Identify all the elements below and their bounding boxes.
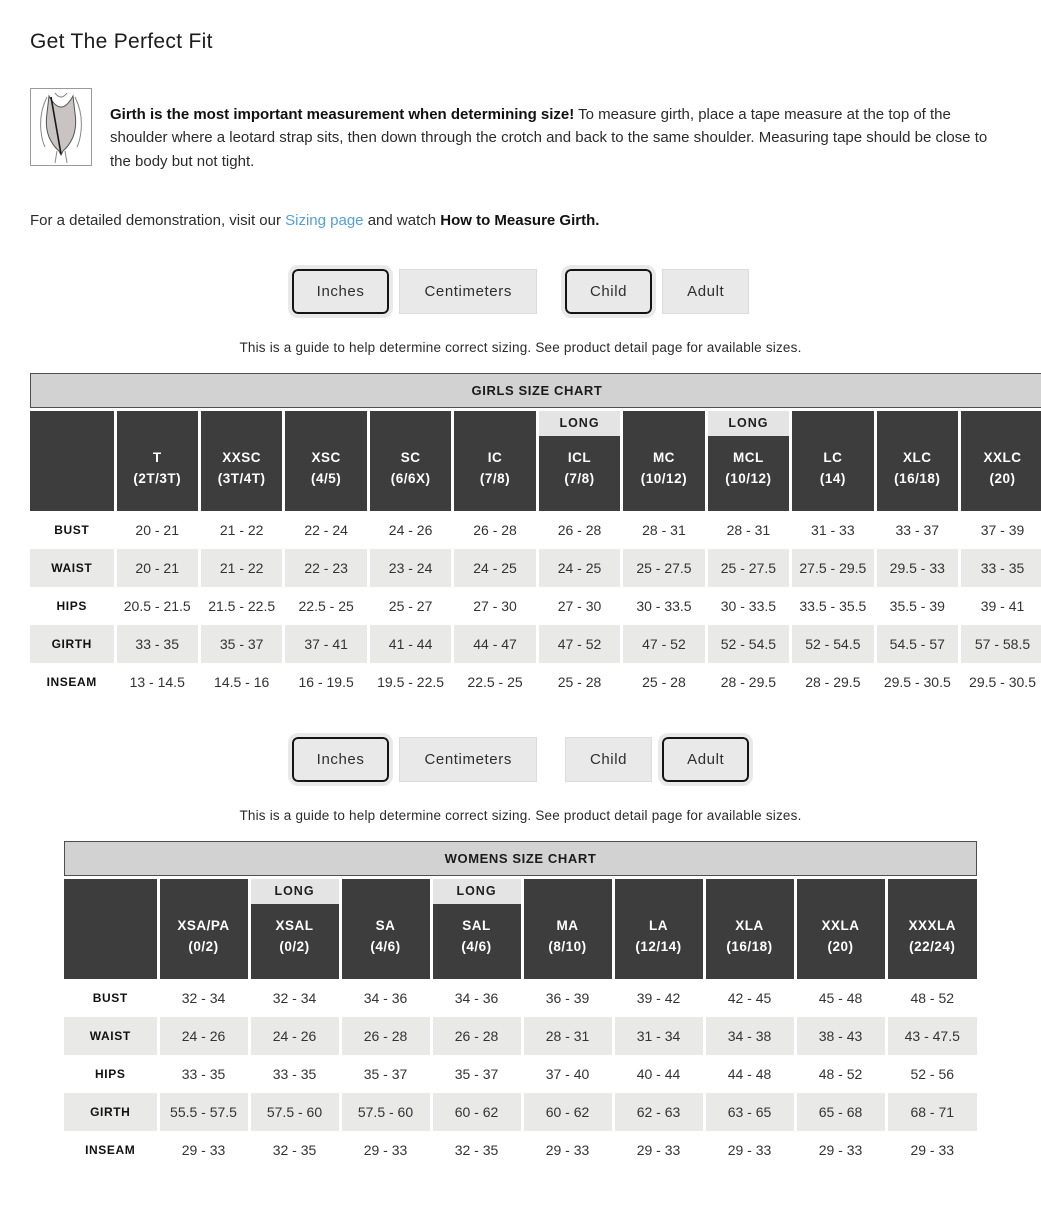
womens-chart-toggles	[30, 737, 1011, 782]
size-range: (0/2)	[279, 938, 310, 954]
size-range: (16/18)	[894, 470, 941, 486]
table-row	[30, 625, 1041, 663]
demo-prefix: For a detailed demonstration, visit our	[30, 211, 286, 229]
size-range: (10/12)	[725, 470, 772, 486]
chart-title: GIRLS SIZE CHART	[30, 373, 1041, 408]
size-cell: 22 - 24	[284, 511, 368, 549]
row-label: GIRTH	[64, 1093, 158, 1131]
leotard-girth-diagram-icon	[30, 88, 92, 166]
size-range: (4/6)	[370, 938, 401, 954]
size-code: XXLC	[983, 449, 1022, 465]
size-cell: 24 - 26	[158, 1017, 249, 1055]
size-cell: 28 - 31	[622, 511, 706, 549]
size-cell: 39 - 42	[613, 979, 704, 1017]
size-range: (16/18)	[726, 938, 773, 954]
size-column-header	[368, 411, 452, 511]
size-column-header	[613, 879, 704, 979]
chart-title: WOMENS SIZE CHART	[64, 841, 977, 876]
size-cell: 25 - 27	[368, 587, 452, 625]
size-cell: 29 - 33	[522, 1131, 613, 1169]
size-column-header	[340, 879, 431, 979]
womens-size-table	[64, 879, 977, 1169]
size-cell: 35 - 37	[199, 625, 283, 663]
size-range: (4/6)	[461, 938, 492, 954]
size-cell: 25 - 28	[537, 663, 621, 701]
size-cell: 38 - 43	[795, 1017, 886, 1055]
size-cell: 48 - 52	[795, 1055, 886, 1093]
long-badge: LONG	[539, 411, 620, 436]
size-cell: 24 - 26	[249, 1017, 340, 1055]
size-cell: 29 - 33	[795, 1131, 886, 1169]
size-cell: 44 - 48	[704, 1055, 795, 1093]
size-range: (7/8)	[564, 470, 595, 486]
long-badge: LONG	[251, 879, 339, 904]
size-cell: 44 - 47	[453, 625, 537, 663]
size-cell: 25 - 27.5	[706, 549, 790, 587]
size-code: XXLA	[821, 917, 860, 933]
table-row	[30, 663, 1041, 701]
size-cell: 60 - 62	[522, 1093, 613, 1131]
size-code: SA	[375, 917, 396, 933]
size-cell: 63 - 65	[704, 1093, 795, 1131]
size-cell: 32 - 34	[249, 979, 340, 1017]
size-cell: 26 - 28	[453, 511, 537, 549]
size-range: (22/24)	[909, 938, 956, 954]
size-cell: 32 - 34	[158, 979, 249, 1017]
size-cell: 22.5 - 25	[453, 663, 537, 701]
row-label: HIPS	[56, 598, 87, 613]
size-code: MA	[556, 917, 579, 933]
size-cell: 40 - 44	[613, 1055, 704, 1093]
centimeters-button-girls[interactable]: Centimeters	[399, 269, 536, 314]
size-cell: 28 - 29.5	[791, 663, 875, 701]
size-cell: 29 - 33	[340, 1131, 431, 1169]
size-code: SC	[400, 449, 421, 465]
girth-intro-bold: Girth is the most important measurement when determining size!	[110, 106, 575, 123]
size-code: T	[152, 449, 162, 465]
size-cell: 25 - 27.5	[622, 549, 706, 587]
size-column-header	[453, 411, 537, 511]
size-column-header	[960, 411, 1041, 511]
size-cell: 34 - 38	[704, 1017, 795, 1055]
size-cell: 48 - 52	[886, 979, 977, 1017]
size-range: (20)	[827, 938, 854, 954]
size-code: LA	[649, 917, 668, 933]
size-cell: 33.5 - 35.5	[791, 587, 875, 625]
size-cell: 52 - 54.5	[706, 625, 790, 663]
size-cell: 21 - 22	[199, 511, 283, 549]
size-range: (12/14)	[635, 938, 682, 954]
size-cell: 29 - 33	[613, 1131, 704, 1169]
size-code: ICL	[567, 449, 592, 465]
size-column-header	[795, 879, 886, 979]
centimeters-button-womens[interactable]: Centimeters	[399, 737, 536, 782]
size-range: (3T/4T)	[217, 470, 266, 486]
size-code: SAL	[462, 917, 491, 933]
size-code: XXSC	[222, 449, 262, 465]
long-badge: LONG	[433, 879, 521, 904]
girls-chart-toggles	[30, 269, 1011, 314]
size-cell: 28 - 31	[706, 511, 790, 549]
corner-cell	[64, 879, 158, 979]
size-cell: 26 - 28	[431, 1017, 522, 1055]
size-column-header	[886, 879, 977, 979]
size-cell: 31 - 33	[791, 511, 875, 549]
size-cell: 57.5 - 60	[249, 1093, 340, 1131]
size-range: (0/2)	[188, 938, 219, 954]
size-range: (4/5)	[311, 470, 342, 486]
size-cell: 23 - 24	[368, 549, 452, 587]
size-cell: 21.5 - 22.5	[199, 587, 283, 625]
size-cell: 29 - 33	[886, 1131, 977, 1169]
size-code: IC	[487, 449, 503, 465]
size-cell: 62 - 63	[613, 1093, 704, 1131]
size-code: XSAL	[275, 917, 314, 933]
size-code: XSC	[311, 449, 341, 465]
page-title: Get The Perfect Fit	[30, 30, 213, 53]
size-cell: 31 - 34	[613, 1017, 704, 1055]
size-cell: 19.5 - 22.5	[368, 663, 452, 701]
size-cell: 68 - 71	[886, 1093, 977, 1131]
row-label: BUST	[92, 990, 128, 1005]
size-cell: 47 - 52	[537, 625, 621, 663]
size-cell: 21 - 22	[199, 549, 283, 587]
size-cell: 65 - 68	[795, 1093, 886, 1131]
size-cell: 29 - 33	[704, 1131, 795, 1169]
size-cell: 27 - 30	[537, 587, 621, 625]
child-button-girls[interactable]: Child	[565, 269, 652, 314]
size-cell: 45 - 48	[795, 979, 886, 1017]
size-cell: 34 - 36	[340, 979, 431, 1017]
size-column-header	[199, 411, 283, 511]
size-cell: 33 - 35	[960, 549, 1041, 587]
size-column-header	[249, 879, 340, 979]
adult-button-girls[interactable]: Adult	[662, 269, 749, 314]
size-cell: 29.5 - 30.5	[960, 663, 1041, 701]
size-cell: 47 - 52	[622, 625, 706, 663]
size-column-header	[622, 411, 706, 511]
size-cell: 16 - 19.5	[284, 663, 368, 701]
size-cell: 20 - 21	[115, 549, 199, 587]
size-cell: 52 - 54.5	[791, 625, 875, 663]
size-range: (6/6X)	[390, 470, 431, 486]
size-code: XLA	[735, 917, 764, 933]
size-cell: 57 - 58.5	[960, 625, 1041, 663]
size-code: XSA/PA	[177, 917, 230, 933]
size-code: MC	[652, 449, 675, 465]
row-label: INSEAM	[85, 1142, 136, 1157]
size-cell: 60 - 62	[431, 1093, 522, 1131]
demo-bold: How to Measure Girth.	[440, 211, 600, 229]
size-cell: 30 - 33.5	[706, 587, 790, 625]
size-code: XXXLA	[908, 917, 956, 933]
size-cell: 29.5 - 30.5	[875, 663, 959, 701]
size-cell: 34 - 36	[431, 979, 522, 1017]
size-cell: 35 - 37	[340, 1055, 431, 1093]
table-row	[30, 587, 1041, 625]
size-cell: 27 - 30	[453, 587, 537, 625]
size-cell: 25 - 28	[622, 663, 706, 701]
size-cell: 14.5 - 16	[199, 663, 283, 701]
size-range: (20)	[989, 470, 1016, 486]
size-range: (14)	[819, 470, 846, 486]
sizing-page-link[interactable]: Sizing page	[285, 211, 364, 229]
inches-button-girls[interactable]: Inches	[292, 269, 390, 314]
girth-intro-rest: To measure girth, place a tape measure at the top of the shoulder where a leotard strap sits, then down through the crotch and back to the same shoulder. Measuring tape should be close to the body but not tight.	[110, 106, 988, 170]
table-row	[30, 511, 1041, 549]
size-cell: 32 - 35	[431, 1131, 522, 1169]
girth-intro-text	[110, 103, 1011, 173]
table-row	[64, 1131, 977, 1169]
size-cell: 26 - 28	[340, 1017, 431, 1055]
girth-intro	[30, 88, 1011, 188]
unit-toggle-group	[292, 737, 537, 782]
size-cell: 24 - 25	[537, 549, 621, 587]
long-badge: LONG	[708, 411, 789, 436]
womens-size-chart	[64, 841, 977, 1169]
size-cell: 30 - 33.5	[622, 587, 706, 625]
table-row	[64, 979, 977, 1017]
size-cell: 43 - 47.5	[886, 1017, 977, 1055]
size-cell: 24 - 25	[453, 549, 537, 587]
table-row	[30, 549, 1041, 587]
size-cell: 54.5 - 57	[875, 625, 959, 663]
size-column-header	[706, 411, 790, 511]
size-cell: 20 - 21	[115, 511, 199, 549]
size-cell: 28 - 31	[522, 1017, 613, 1055]
size-cell: 41 - 44	[368, 625, 452, 663]
row-label: GIRTH	[30, 625, 115, 663]
size-column-header	[284, 411, 368, 511]
size-range: (8/10)	[548, 938, 587, 954]
size-code: LC	[823, 449, 843, 465]
size-cell: 29.5 - 33	[875, 549, 959, 587]
child-button-womens[interactable]: Child	[565, 737, 652, 782]
inches-button-womens[interactable]: Inches	[292, 737, 390, 782]
size-cell: 22 - 23	[284, 549, 368, 587]
size-cell: 33 - 35	[158, 1055, 249, 1093]
size-cell: 33 - 35	[115, 625, 199, 663]
size-column-header	[791, 411, 875, 511]
size-cell: 55.5 - 57.5	[158, 1093, 249, 1131]
size-range: (7/8)	[479, 470, 511, 486]
size-cell: 37 - 40	[522, 1055, 613, 1093]
audience-toggle-group	[565, 269, 749, 314]
row-label: WAIST	[30, 549, 115, 587]
size-cell: 32 - 35	[249, 1131, 340, 1169]
size-cell: 29 - 33	[158, 1131, 249, 1169]
adult-button-womens[interactable]: Adult	[662, 737, 749, 782]
size-column-header	[537, 411, 621, 511]
size-code: XLC	[903, 449, 932, 465]
size-column-header	[522, 879, 613, 979]
size-column-header	[704, 879, 795, 979]
size-cell: 28 - 29.5	[706, 663, 790, 701]
size-cell: 35 - 37	[431, 1055, 522, 1093]
size-column-header	[875, 411, 959, 511]
guide-note-womens: This is a guide to help determine correct sizing. See product detail page for available sizes.	[239, 807, 802, 823]
guide-note-girls: This is a guide to help determine correct sizing. See product detail page for available sizes.	[239, 339, 802, 355]
size-range: (2T/3T)	[133, 470, 182, 486]
size-cell: 22.5 - 25	[284, 587, 368, 625]
size-cell: 37 - 39	[960, 511, 1041, 549]
size-range: (10/12)	[640, 470, 688, 486]
demo-middle: and watch	[363, 211, 441, 229]
size-cell: 20.5 - 21.5	[115, 587, 199, 625]
size-cell: 36 - 39	[522, 979, 613, 1017]
size-cell: 37 - 41	[284, 625, 368, 663]
corner-cell	[30, 411, 115, 511]
audience-toggle-group	[565, 737, 749, 782]
size-cell: 26 - 28	[537, 511, 621, 549]
size-cell: 24 - 26	[368, 511, 452, 549]
row-label: BUST	[54, 522, 90, 537]
size-cell: 39 - 41	[960, 587, 1041, 625]
size-cell: 33 - 35	[249, 1055, 340, 1093]
size-cell: 13 - 14.5	[115, 663, 199, 701]
girls-size-table	[30, 411, 1041, 701]
unit-toggle-group	[292, 269, 537, 314]
row-label: INSEAM	[46, 674, 97, 689]
size-column-header	[158, 879, 249, 979]
size-column-header	[115, 411, 199, 511]
girls-size-chart	[30, 373, 1041, 701]
row-label: WAIST	[64, 1017, 158, 1055]
size-column-header	[431, 879, 522, 979]
size-cell: 52 - 56	[886, 1055, 977, 1093]
size-code: MCL	[733, 449, 764, 465]
size-cell: 57.5 - 60	[340, 1093, 431, 1131]
demo-line	[30, 212, 1011, 229]
table-row	[64, 1055, 977, 1093]
table-row	[64, 1017, 977, 1055]
size-cell: 35.5 - 39	[875, 587, 959, 625]
row-label: HIPS	[95, 1066, 126, 1081]
size-cell: 42 - 45	[704, 979, 795, 1017]
size-cell: 27.5 - 29.5	[791, 549, 875, 587]
size-cell: 33 - 37	[875, 511, 959, 549]
